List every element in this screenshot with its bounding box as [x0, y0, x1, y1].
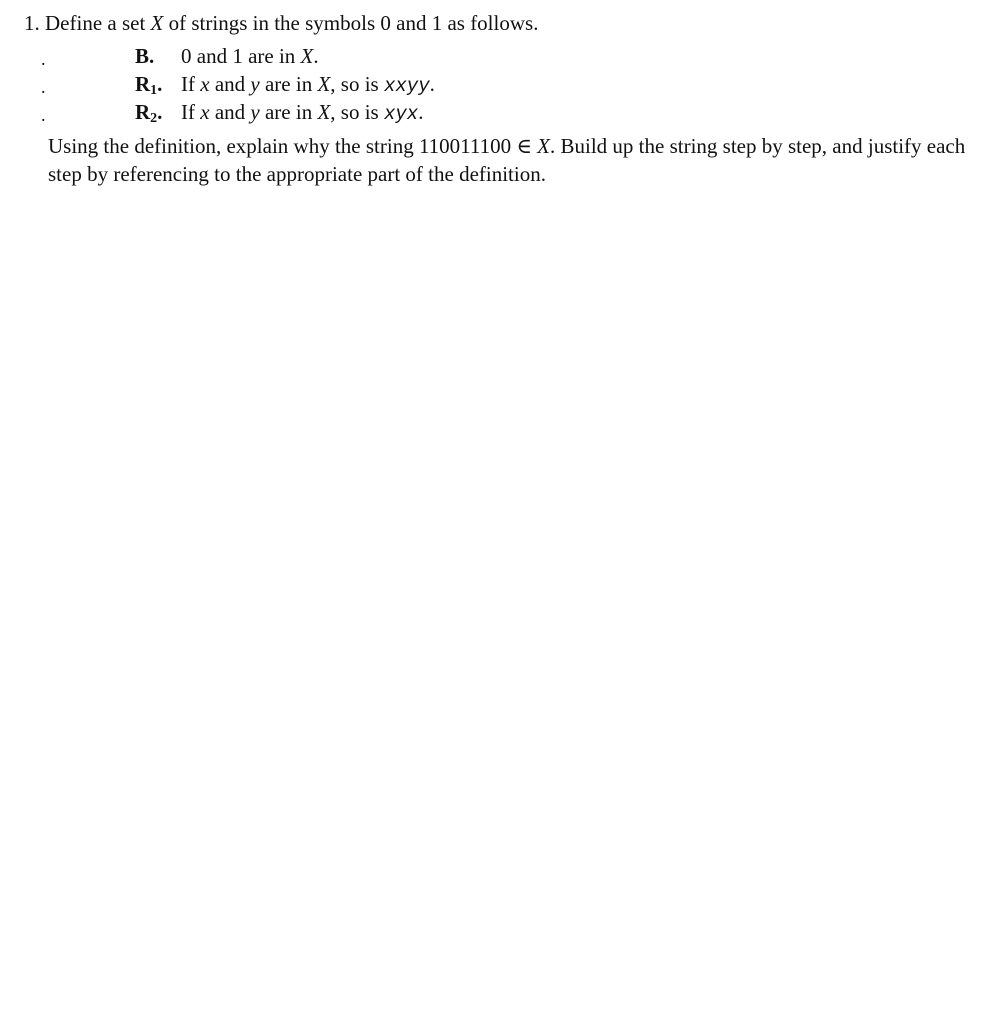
rule-label-period: .	[149, 44, 155, 68]
rule-label	[135, 42, 154, 70]
problem-1	[24, 8, 974, 188]
rule-text-part: and	[209, 72, 251, 96]
rule-result-string: xxyy	[383, 75, 430, 97]
rule-label	[135, 70, 162, 98]
rule-marker: .	[41, 105, 46, 125]
rule-label-subscript: 2	[150, 111, 158, 126]
rule-label-letter: R	[135, 100, 151, 124]
rule-text-part: and	[209, 100, 251, 124]
question-text	[48, 132, 968, 188]
rule-label-period: .	[157, 100, 163, 124]
rule-text-part: If	[181, 72, 201, 96]
problem-number: 1.	[24, 11, 40, 35]
rule-label-letter: R	[135, 72, 151, 96]
rule-marker: .	[41, 77, 46, 97]
rule-text-part: .	[418, 100, 424, 124]
rule-label-subscript: 1	[150, 83, 158, 98]
rule-math-var: y	[250, 100, 260, 124]
rule-label-period: .	[157, 72, 163, 96]
question-text-start: Using the definition, explain why the string 110011100 ∈	[48, 134, 538, 158]
rule-text-part: If	[181, 100, 201, 124]
rule-text	[181, 70, 435, 100]
rule-math-var: x	[200, 100, 210, 124]
rule-text-part: are in	[259, 72, 318, 96]
rule-text	[181, 42, 319, 70]
rule-text-part: , so is	[330, 100, 384, 124]
rule-text-part: , so is	[330, 72, 384, 96]
definition-rules	[24, 42, 974, 126]
problem-intro	[24, 8, 974, 38]
rule-math-var: X	[317, 72, 331, 96]
rule-label-letter: B	[135, 44, 150, 68]
rule-text-part: .	[429, 72, 435, 96]
question-text-end: . Build up the string step by step, and justify each step by referencing to the appropriate part of the definition.	[48, 134, 966, 186]
set-symbol: X	[150, 11, 164, 35]
rule-marker: .	[41, 49, 46, 69]
rule-result-string: xyx	[383, 103, 419, 125]
rule-math-var: X	[300, 44, 314, 68]
rule-math-var: y	[250, 72, 260, 96]
set-symbol: X	[537, 134, 550, 158]
rule-math-var: x	[200, 72, 210, 96]
rule-text-part: are in	[259, 100, 318, 124]
rule-text-part: 0 and 1 are in	[181, 44, 301, 68]
intro-text-end: of strings in the symbols 0 and 1 as follows.	[163, 11, 539, 35]
intro-text-start: Define a set	[45, 11, 151, 35]
rule-math-var: X	[317, 100, 331, 124]
rule-text-part: .	[313, 44, 319, 68]
rule-text	[181, 98, 423, 128]
rule-label	[135, 98, 162, 126]
